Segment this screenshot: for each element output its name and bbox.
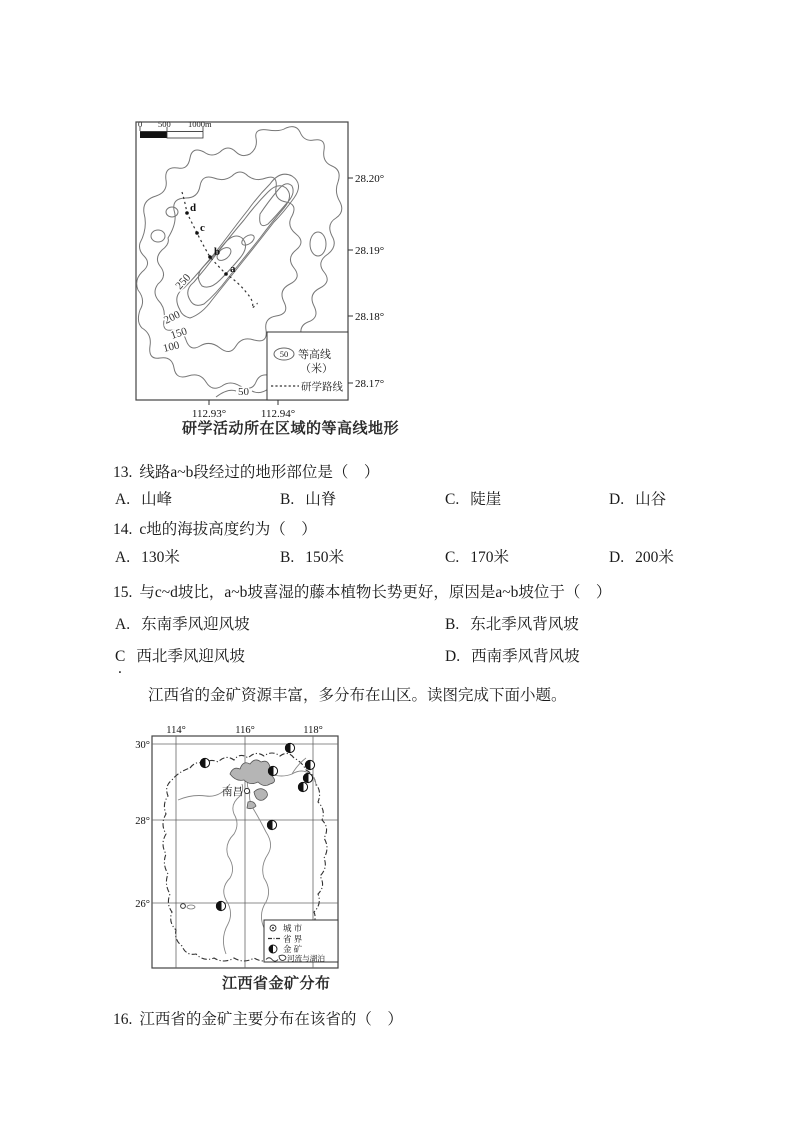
question-14 <box>113 521 317 539</box>
option-15-c-dropped-period: . <box>118 660 122 677</box>
legend-route-label: 研学路线 <box>301 382 343 393</box>
option-15-a: A. 东南季风迎风坡 <box>115 616 250 633</box>
contour-label-150: 150 <box>169 325 189 342</box>
question-16-text: 江西省的金矿主要分布在该省的（ ） <box>139 1011 403 1028</box>
question-14-number: 14. <box>113 521 133 538</box>
option-13-c: C. 陡崖 <box>445 491 502 508</box>
route-point-d-label: d <box>190 202 197 214</box>
scale-tick-500: 500 <box>158 119 171 129</box>
option-15-b: B. 东北季风背风坡 <box>445 616 579 633</box>
route-point-a-label: a <box>230 263 236 275</box>
option-13-a: A. 山峰 <box>115 491 173 508</box>
lat-26: 26° <box>135 899 150 910</box>
gold-mine-icon <box>268 766 277 775</box>
lon-label-11293: 112.93° <box>191 408 227 420</box>
gold-mine-icon <box>305 760 314 769</box>
contour-label-100: 100 <box>161 339 181 355</box>
question-15-options-cd <box>115 648 794 677</box>
question-16-number: 16. <box>113 1011 133 1028</box>
legend-contour-unit: （米） <box>300 363 333 375</box>
lon-118: 118° <box>303 725 323 736</box>
question-14-options <box>115 549 794 569</box>
city-nanchang-label: 南昌 <box>222 787 243 798</box>
question-15-number: 15. <box>113 584 133 601</box>
legend-ellipse-value: 50 <box>279 349 289 359</box>
scale-tick-1000: 1000m <box>188 119 212 129</box>
option-15-d: D. 西南季风背风坡 <box>445 648 580 665</box>
jiangxi-map-caption: 江西省金矿分布 <box>222 976 331 992</box>
option-15-c: C . 西北季风迎风坡 <box>115 648 245 677</box>
gold-mine-icon <box>303 773 312 782</box>
option-14-b: B. 150米 <box>280 549 344 566</box>
gold-symbol-icon <box>269 945 277 953</box>
lat-label-2817: 28.17° <box>355 378 385 390</box>
gold-mine-icon <box>267 820 276 829</box>
latitude-axis <box>348 173 384 390</box>
jiangxi-lat-labels <box>135 740 150 910</box>
option-14-c: C. 170米 <box>445 549 509 566</box>
lat-label-2820: 28.20° <box>355 173 385 185</box>
lon-114: 114° <box>166 725 186 736</box>
contour-map-legend <box>267 332 348 400</box>
gold-mine-icon <box>285 743 294 752</box>
lat-30: 30° <box>135 740 150 751</box>
contour-label-50: 50 <box>238 386 249 398</box>
question-16 <box>113 1011 403 1029</box>
question-13-number: 13. <box>113 464 133 481</box>
legend-gold-label: 金 矿 <box>283 944 303 954</box>
lat-label-2818: 28.18° <box>355 311 385 323</box>
legend-contour-label: 等高线 <box>298 349 331 361</box>
question-13-options <box>115 491 794 511</box>
option-14-a: A. 130米 <box>115 549 180 566</box>
question-13-text: 线路a~b段经过的地形部位是（ ） <box>139 464 380 481</box>
option-14-d: D. 200米 <box>609 549 674 566</box>
contour-label-250: 250 <box>173 271 194 293</box>
question-14-text: c地的海拔高度约为（ ） <box>139 521 317 538</box>
jiangxi-map-legend <box>264 920 338 963</box>
lon-116: 116° <box>235 725 255 736</box>
gold-mine-icon <box>200 758 209 767</box>
lat-label-2819: 28.19° <box>355 245 385 257</box>
jiangxi-lon-labels <box>166 725 323 736</box>
question-13 <box>113 464 379 482</box>
contour-map-caption: 研学活动所在区域的等高线地形 <box>182 421 400 437</box>
question-15-text: 与c~d坡比，a~b坡喜湿的藤本植物长势更好，原因是a~b坡位于（ ） <box>139 584 612 601</box>
scale-bar-open <box>167 132 203 139</box>
legend-city-label: 城 市 <box>283 923 303 933</box>
scale-bar-filled <box>140 132 167 139</box>
question-15 <box>113 584 611 602</box>
jiangxi-gold-map-figure <box>130 722 360 972</box>
lon-label-11294: 112.94° <box>260 408 296 420</box>
question-15-options-ab <box>115 616 794 636</box>
gold-mine-icon <box>298 782 307 791</box>
legend-boundary-label: 省 界 <box>283 934 303 944</box>
section-intro: 江西省的金矿资源丰富，多分布在山区。读图完成下面小题。 <box>148 687 567 704</box>
route-point-c-label: c <box>200 222 205 234</box>
option-13-d: D. 山谷 <box>609 491 667 508</box>
option-13-b: B. 山脊 <box>280 491 337 508</box>
lat-28: 28° <box>135 816 150 827</box>
legend-rivers-label: 河流与湖泊 <box>287 954 325 963</box>
contour-map-figure <box>128 118 388 428</box>
route-point-b-label: b <box>214 246 221 258</box>
scale-tick-0: 0 <box>138 119 143 129</box>
contour-label-200: 200 <box>162 308 183 327</box>
gold-mine-icon <box>216 901 225 910</box>
